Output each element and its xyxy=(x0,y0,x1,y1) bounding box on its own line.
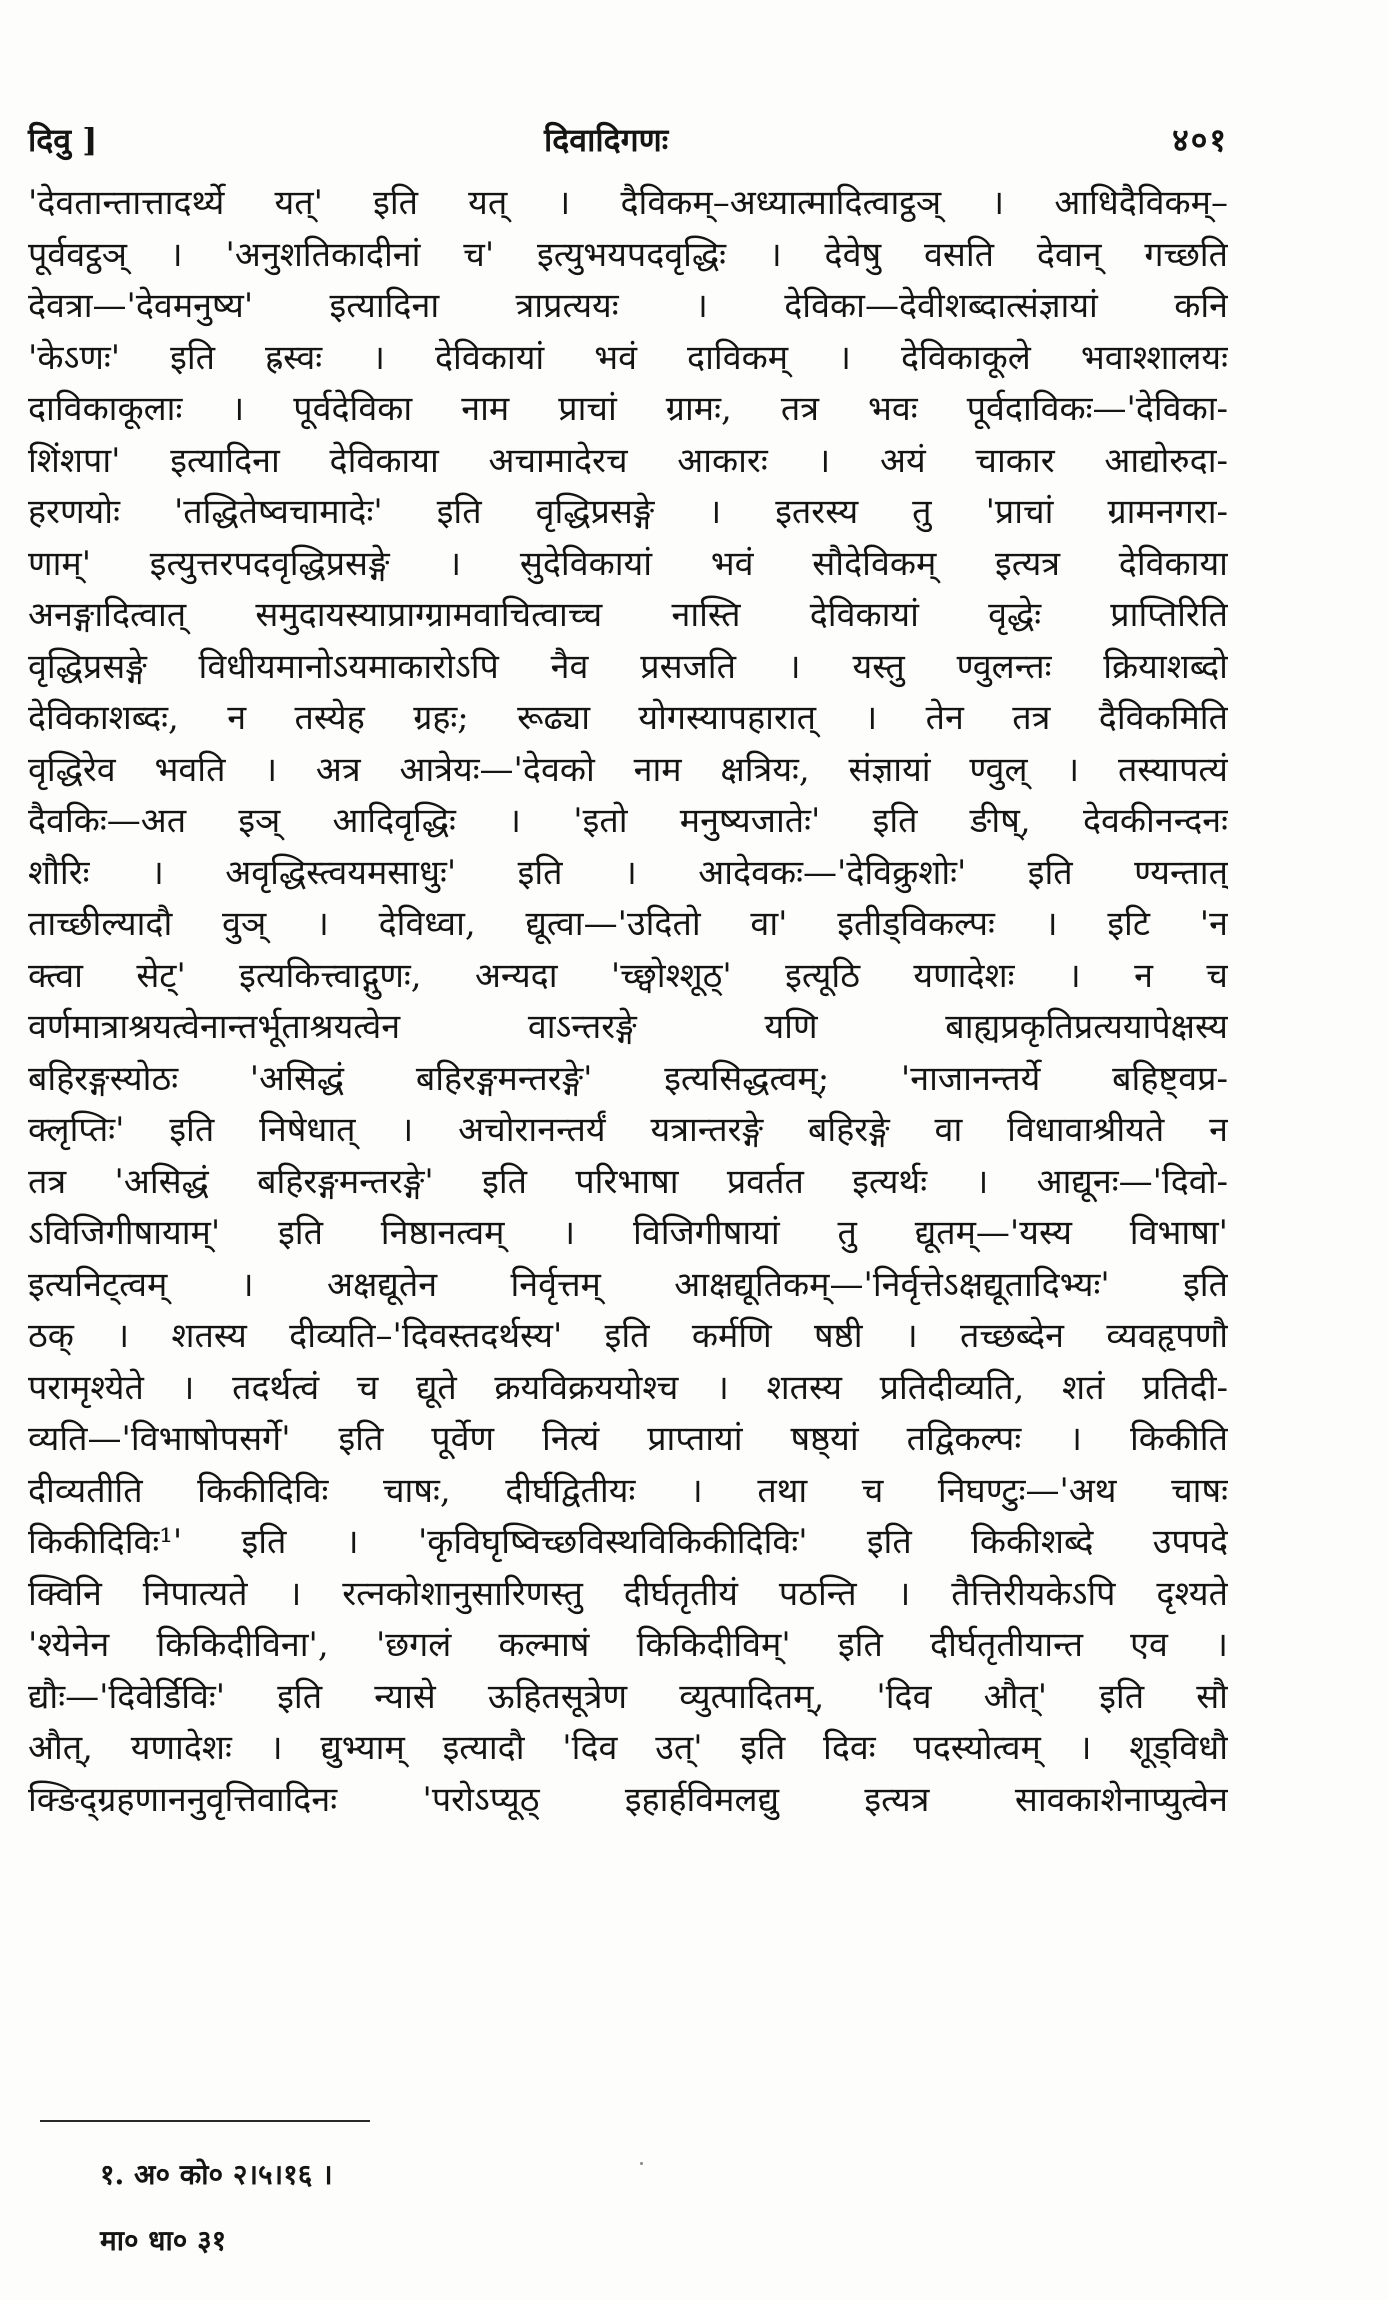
text-line: क्त्वा सेट्' इत्यकित्त्वाद्गुणः, अन्यदा 'च्छ्वोश्शूठ्' इत्यूठि यणादेशः । न च xyxy=(28,955,1228,996)
text-line: शिंशपा' इत्यादिना देविकाया अचामादेरच आकारः । अयं चाकार आद्योरुदा- xyxy=(28,440,1228,481)
text-line: देवत्रा—'देवमनुष्य' इत्यादिना त्राप्रत्ययः । देविका—देवीशब्दात्संज्ञायां कनि xyxy=(28,286,1228,326)
footnotes-block xyxy=(100,2142,333,2274)
text-line: वृद्धिरेव भवति । अत्र आत्रेयः—'देवको नाम क्षत्रियः, संज्ञायां ण्वुल् । तस्यापत्यं xyxy=(28,749,1228,790)
text-line: देविकाशब्दः, न तस्येह ग्रहः; रूढ्या योगस्यापहारात् । तेन तत्र दैविकमिति xyxy=(28,698,1228,738)
text-line: ठक् । शतस्य दीव्यति–'दिवस्तदर्थस्य' इति कर्मणि षष्ठी । तच्छब्देन व्यवहृपणौ xyxy=(28,1316,1228,1356)
text-line: हरणयोः 'तद्धितेष्वचामादेः' इति वृद्धिप्रसङ्गे । इतरस्य तु 'प्राचां ग्रामनगरा- xyxy=(28,492,1228,532)
text-line: द्यौः—'दिवेर्डिविः' इति न्यासे ऊहितसूत्रेण व्युत्पादितम्, 'दिव औत्' इति सौ xyxy=(28,1676,1228,1717)
page-number: ४०१ xyxy=(1172,121,1228,159)
text-line: 'श्येनेन किकिदीविना', 'छगलं कल्माषं किकिदीविम्' इति दीर्घतृतीयान्त एव । xyxy=(28,1625,1228,1665)
text-line: वर्णमात्राश्रयत्वेनान्तर्भूताश्रयत्वेन वाऽन्तरङ्गे यणि बाह्यप्रकृतिप्रत्ययापेक्षस्य xyxy=(28,1007,1228,1047)
text-line: शौरिः । अवृद्धिस्त्वयमसाधुः' इति । आदेवकः—'देविक्रुशोः' इति ण्यन्तात् xyxy=(28,852,1228,893)
text-line: ताच्छील्यादौ वुञ् । देविध्वा, द्यूत्वा—'उदितो वा' इतीड्विकल्पः । इटि 'न xyxy=(28,904,1228,944)
text-line: 'केऽणः' इति ह्रस्वः । देविकायां भवं दाविकम् । देविकाकूले भवाश्शालयः xyxy=(28,337,1228,378)
text-line: दीव्यतीति किकीदिविः चाषः, दीर्घद्वितीयः । तथा च निघण्टुः—'अथ चाषः xyxy=(28,1470,1228,1511)
page-header xyxy=(28,118,1228,168)
footnote-separator xyxy=(40,2120,370,2122)
text-line: व्यति—'विभाषोपसर्गे' इति पूर्वेण नित्यं प्राप्तायां षष्ठ्यां तद्विकल्पः । किकीति xyxy=(28,1419,1228,1459)
text-line: क्विनि निपात्यते । रत्नकोशानुसारिणस्तु दीर्घतृतीयं पठन्ति । तैत्तिरीयकेऽपि दृश्यते xyxy=(28,1573,1228,1614)
running-head-title: दिवादिगणः xyxy=(544,121,669,159)
text-line: किकीदिविः¹' इति । 'कृविघृष्विच्छविस्थविकिकीदिविः' इति किकीशब्दे उपपदे xyxy=(28,1522,1228,1562)
text-line: औत्, यणादेशः । द्युभ्याम् इत्यादौ 'दिव उत्' इति दिवः पदस्योत्वम् । शूड्विधौ xyxy=(28,1728,1228,1768)
text-line: क्लृप्तिः' इति निषेधात् । अचोरानन्तर्यं यत्रान्तरङ्गे बहिरङ्गे वा विधावाश्रीयते न xyxy=(28,1110,1228,1150)
text-line: वृद्धिप्रसङ्गे विधीयमानोऽयमाकारोऽपि नैव प्रसजति । यस्तु ण्वुलन्तः क्रियाशब्दो xyxy=(28,646,1228,687)
text-line: पूर्ववट्ठञ् । 'अनुशतिकादीनां च' इत्युभयपदवृद्धिः । देवेषु वसति देवान् गच्छति xyxy=(28,234,1228,275)
main-text-block xyxy=(28,178,1228,1826)
text-line: णाम्' इत्युत्तरपदवृद्धिप्रसङ्गे । सुदेविकायां भवं सौदेविकम् इत्यत्र देविकाया xyxy=(28,543,1228,584)
text-line: अनङ्गादित्वात् समुदायस्याप्राग्ग्रामवाचित्वाच्च नास्ति देविकायां वृद्धेः प्राप्तिरिति xyxy=(28,595,1228,635)
text-line: क्ङिद्ग्रहणाननुवृत्तिवादिनः 'परोऽप्यूठ् इहार्हविमलद्यु इत्यत्र सावकाशेनाप्युत्वेन xyxy=(28,1779,1228,1820)
text-line: 'देवतान्तात्तादर्थ्ये यत्' इति यत् । दैविकम्–अध्यात्मादित्वाट्ठञ् । आधिदैविकम्– xyxy=(28,183,1228,223)
text-line: दाविकाकूलाः । पूर्वदेविका नाम प्राचां ग्रामः, तत्र भवः पूर्वदाविकः—'देविका- xyxy=(28,389,1228,429)
footnote-line: १. अ० को० २।५।१६ । xyxy=(100,2158,333,2191)
text-line: तत्र 'असिद्धं बहिरङ्गमन्तरङ्गे' इति परिभाषा प्रवर्तत इत्यर्थः । आद्यूनः—'दिवो- xyxy=(28,1161,1228,1202)
text-line: इत्यनिट्त्वम् । अक्षद्यूतेन निर्वृत्तम् आक्षद्यूतिकम्—'निर्वृत्तेऽक्षद्यूतादिभ्यः' इति xyxy=(28,1264,1228,1305)
scan-speck xyxy=(640,2162,643,2165)
running-head-left: दिवु ] xyxy=(28,121,98,159)
text-line: ऽविजिगीषायाम्' इति निष्ठानत्वम् । विजिगीषायां तु द्यूतम्—'यस्य विभाषा' xyxy=(28,1213,1228,1253)
text-line: दैवकिः—अत इञ् आदिवृद्धिः । 'इतो मनुष्यजातेः' इति ङीष्, देवकीनन्दनः xyxy=(28,801,1228,841)
text-line: परामृश्येते । तदर्थत्वं च द्यूते क्रयविक्रययोश्च । शतस्य प्रतिदीव्यति, शतं प्रतिदी- xyxy=(28,1367,1228,1408)
footnote-line: मा० धा० ३१ xyxy=(100,2224,227,2257)
text-line: बहिरङ्गस्योठः 'असिद्धं बहिरङ्गमन्तरङ्गे' इत्यसिद्धत्वम्; 'नाजानन्तर्ये बहिष्ट्वप्र- xyxy=(28,1058,1228,1099)
